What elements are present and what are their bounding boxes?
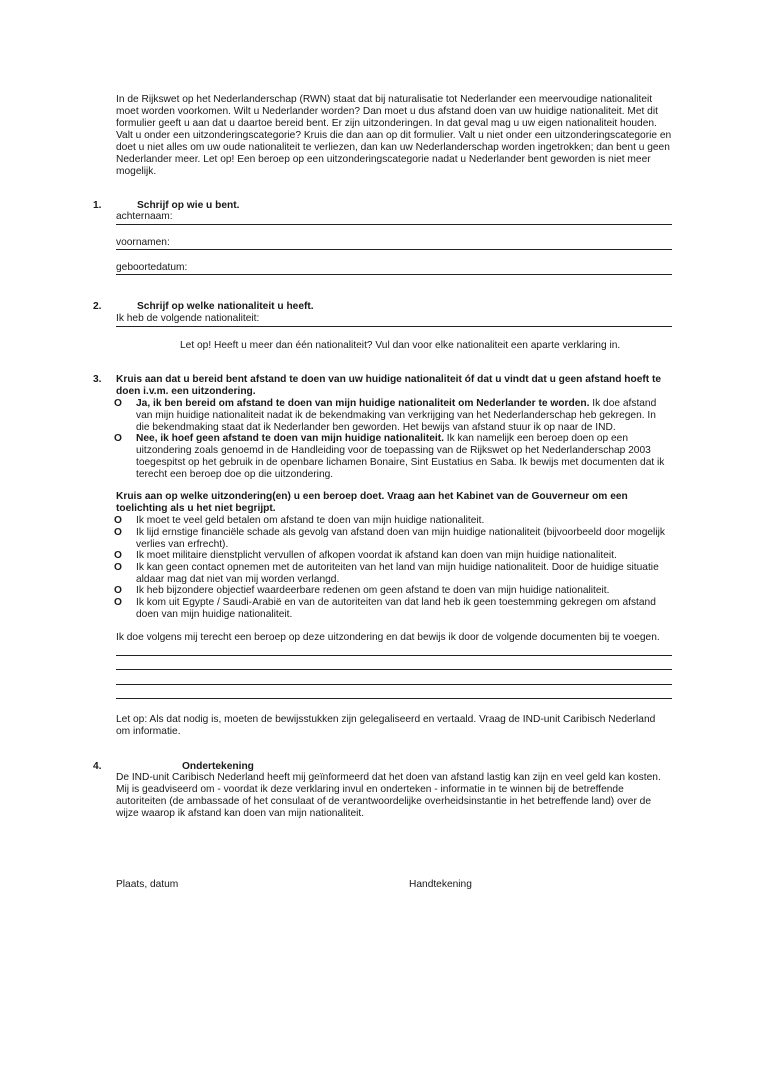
choice-yes-checkbox[interactable]: O [114, 398, 122, 409]
documents-line[interactable] [116, 655, 672, 656]
documents-line[interactable] [116, 669, 672, 670]
first-names-field[interactable] [116, 249, 672, 250]
section-3-title: Kruis aan dat u bereid bent afstand te doen van uw huidige nationaliteit óf dat u vindt dat u geen afstand hoeft te doen i.v.m. een uitzondering. [116, 374, 662, 397]
exception-checkbox[interactable]: O [114, 562, 122, 573]
exception-checkbox[interactable]: O [114, 515, 122, 526]
exception-text: Ik kan geen contact opnemen met de autoriteiten van het land van mijn huidige nationaliteit. Door de huidige situatie aldaar mag dat niet van mij worden verlangd. [136, 562, 659, 585]
intro-paragraph: In de Rijkswet op het Nederlanderschap (RWN) staat dat bij naturalisatie tot Nederlander een meervoudige nationaliteit moet worden voorkomen. Wilt u Nederlander worden? Dan moet u dus afstand doen van uw huidige nationaliteit. Met dit formulier geeft u aan dat u daartoe bereid bent. Er zijn uitzonderingen. In dat geval mag u uw eigen nationaliteit houden. Valt u onder een uitzonderingscategorie? Kruis die dan aan op dit formulier. Valt u niet onder een uitzonderingscategorie en doet u niet alles om uw oude nationaliteit te verliezen, dan kan uw Nederlanderschap worden ingetrokken; dan bent u geen Nederlander meer. Let op! Een beroep op een uitzonderingscategorie nadat u Nederlander bent geworden is niet meer mogelijk. [116, 94, 672, 177]
section-4-number: 4. [93, 761, 102, 772]
surname-field[interactable] [116, 224, 672, 225]
exception-checkbox[interactable]: O [114, 597, 122, 608]
signature-label: Handtekening [409, 879, 472, 890]
choice-yes-heading: Ja, ik ben bereid om afstand te doen van mijn huidige nationaliteit om Nederlander te worden. [136, 398, 590, 409]
legal-note: Let op: Als dat nodig is, moeten de bewijsstukken zijn gelegaliseerd en vertaald. Vraag de IND-unit Caribisch Nederland om informatie. [116, 714, 656, 737]
multiple-nationality-note: Let op! Heeft u meer dan één nationaliteit? Vul dan voor elke nationaliteit een aparte verklaring in. [180, 340, 621, 351]
exception-checkbox[interactable]: O [114, 527, 122, 538]
choice-yes-text: Ik doe afstand van mijn huidige nationaliteit nadat ik de bekendmaking van verkrijging van het Nederlanderschap heb gekregen. In die bekendmaking staat dat ik Nederlander ben geworden. Het bewijs van afstand stuur ik op naar de IND. [136, 398, 657, 433]
section-3-number: 3. [93, 374, 102, 385]
section-1-title: Schrijf op wie u bent. [137, 200, 240, 211]
first-names-label: voornamen: [116, 237, 170, 248]
exception-text: Ik moet militaire dienstplicht vervullen of afkopen voordat ik afstand kan doen van mijn huidige nationaliteit. [136, 550, 617, 561]
exception-text: Ik kom uit Egypte / Saudi-Arabië en van de autoriteiten van dat land heb ik geen toestemming gekregen om afstand doen van mijn huidige nationaliteit. [136, 597, 656, 620]
section-4-title: Ondertekening [182, 761, 254, 772]
surname-label: achternaam: [116, 211, 173, 222]
exception-checkbox[interactable]: O [114, 585, 122, 596]
section-2-number: 2. [93, 301, 102, 312]
exceptions-title: Kruis aan op welke uitzondering(en) u een beroep doet. Vraag aan het Kabinet van de Gouverneur om een toelichting als u het niet begrijpt. [116, 491, 628, 514]
exception-text: Ik heb bijzondere objectief waardeerbare redenen om geen afstand te doen van mijn huidige nationaliteit. [136, 585, 610, 596]
place-date-label: Plaats, datum [116, 879, 179, 890]
choice-no-heading: Nee, ik hoef geen afstand te doen van mijn huidige nationaliteit. [136, 433, 444, 444]
birthdate-field[interactable] [116, 274, 672, 275]
choice-no-checkbox[interactable]: O [114, 433, 122, 444]
documents-line[interactable] [116, 698, 672, 699]
nationality-label: Ik heb de volgende nationaliteit: [116, 313, 260, 324]
documents-text: Ik doe volgens mij terecht een beroep op deze uitzondering en dat bewijs ik door de volgende documenten bij te voegen. [116, 632, 660, 643]
section-2-title: Schrijf op welke nationaliteit u heeft. [137, 301, 314, 312]
documents-line[interactable] [116, 684, 672, 685]
exception-text: Ik lijd ernstige financiële schade als gevolg van afstand doen van mijn huidige nationaliteit (bijvoorbeeld door mogelijk verlies van erfrecht). [136, 527, 665, 550]
nationality-field[interactable] [116, 326, 672, 327]
section-1-number: 1. [93, 200, 102, 211]
exception-checkbox[interactable]: O [114, 550, 122, 561]
section-4-text: De IND-unit Caribisch Nederland heeft mij geïnformeerd dat het doen van afstand lastig kan zijn en veel geld kan kosten. Mij is geadviseerd om - voordat ik deze verklaring invul en onderteken - informatie in te winnen bij de betreffende autoriteiten (de ambassade of het consulaat of de verantwoordelijke overheidsinstantie in het betreffende land) over de wijze waarop ik afstand kan doen van mijn nationaliteit. [116, 772, 661, 819]
birthdate-label: geboortedatum: [116, 262, 188, 273]
choice-no-text: Ik kan namelijk een beroep doen op een uitzondering zoals genoemd in de Handleiding voor de toepassing van de Rijkswet op het Nederlanderschap 2003 toegespitst op het gebruik in de openbare lichamen Bonaire, Sint Eustatius en Saba. Ik bewijs met documenten dat ik terecht een beroep doe op die uitzondering. [136, 433, 665, 480]
exception-text: Ik moet te veel geld betalen om afstand te doen van mijn huidige nationaliteit. [136, 515, 485, 526]
